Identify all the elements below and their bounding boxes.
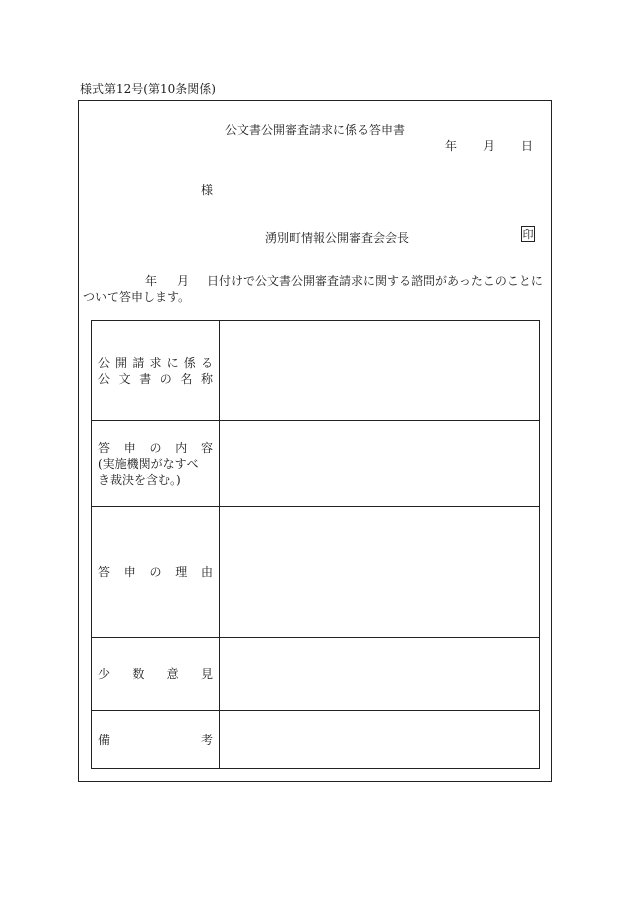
row-label-line: 公 開 請 求 に 係 る [98,355,213,370]
row-value-document-name[interactable] [220,321,540,421]
table-row [92,421,540,507]
table-row [92,507,540,638]
row-value-remarks[interactable] [220,711,540,769]
body-month-label: 月 [177,274,190,288]
date-month-label: 月 [482,139,495,153]
row-label-line: 答 申 の 内 容 [98,440,213,455]
body-line-1-rest: 日付けで公文書公開審査請求に関する諮問があったこのことに [207,274,543,288]
body-line-1 [83,273,547,289]
form-number: 様式第12号(第10条関係) [80,82,216,96]
row-label-remarks [92,711,220,769]
addressee-suffix: 様 [201,183,214,197]
table-row [92,321,540,421]
body-paragraph [83,273,547,305]
row-label-document-name [92,321,220,421]
row-label-note-line: (実施機関がなすべ [98,456,199,471]
body-line-2: ついて答申します。 [83,290,191,304]
row-value-answer-reason[interactable] [220,507,540,638]
body-year-label: 年 [145,274,158,288]
answer-table [91,320,540,769]
table-row [92,711,540,769]
row-label-answer-reason [92,507,220,638]
row-label-note-line: き裁決を含む。) [98,472,181,487]
row-value-answer-content[interactable] [220,421,540,507]
row-label-line: 公 文 書 の 名 称 [98,371,213,386]
row-label-minority-opinion [92,638,220,711]
date-day-label: 日 [520,139,533,153]
row-label-line: 答 申 の 理 由 [98,565,213,579]
issuer-name: 湧別町情報公開審査会会長 [265,231,410,245]
row-value-minority-opinion[interactable] [220,638,540,711]
date-year-label: 年 [444,139,457,153]
row-label-line: 備 考 [98,732,213,747]
row-label-line: 少 数 意 見 [98,667,213,681]
table-row [92,638,540,711]
date-line [445,137,533,154]
document-frame [78,100,552,782]
seal-mark: 印 [522,228,534,241]
row-label-answer-content [92,421,220,507]
document-title: 公文書公開審査請求に係る答申書 [224,123,405,137]
